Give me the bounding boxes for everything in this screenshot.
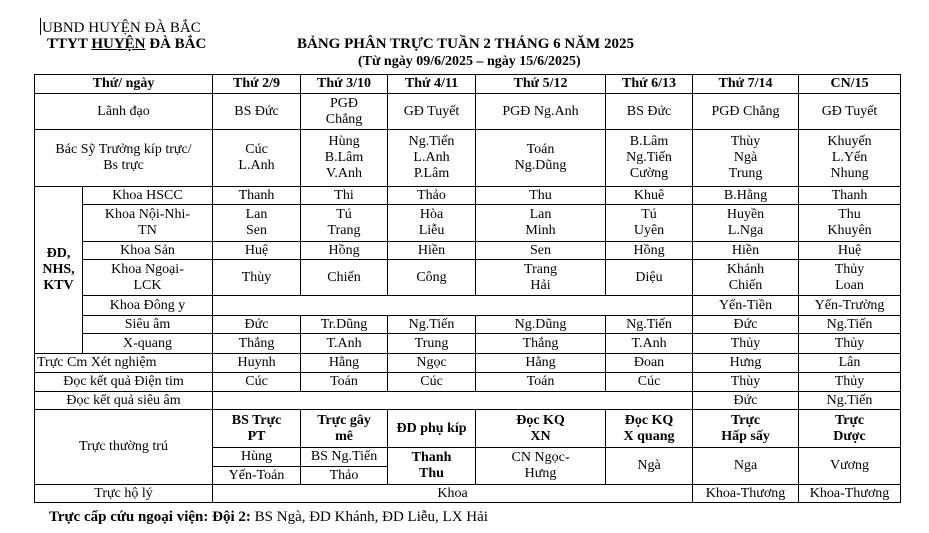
cell-line: X quang xyxy=(623,428,675,444)
table-cell: Cúc xyxy=(388,373,476,392)
duty-type-header xyxy=(213,410,301,448)
cell-line: mê xyxy=(335,428,353,444)
cell-line: Toán xyxy=(526,142,555,157)
cell-line: Liễu xyxy=(418,223,445,238)
cell-line: Trực xyxy=(730,412,761,428)
cell-line: PT xyxy=(247,428,266,444)
cell-line: Lan xyxy=(245,207,268,222)
cell-line: Cúc xyxy=(245,142,268,157)
cell-line: Bs trực xyxy=(103,158,144,173)
cell-line: Trang xyxy=(524,261,557,277)
cell-line: KTV xyxy=(43,278,74,293)
cell-line: Đọc KQ xyxy=(624,412,674,428)
cell-line: Khuyến xyxy=(827,134,872,149)
cell-line: Loan xyxy=(835,277,864,293)
row-lanh-dao xyxy=(35,94,901,130)
table-cell: Khoa xyxy=(213,485,693,503)
cell-line: Khánh xyxy=(726,261,765,277)
table-cell: BS Đức xyxy=(213,94,301,130)
row-label: Siêu âm xyxy=(83,316,213,334)
table-cell xyxy=(213,296,693,316)
table-cell: Khoa-Thương xyxy=(693,485,799,503)
org-line-1: UBND HUYỆN ĐÀ BẮC xyxy=(42,20,201,36)
table-cell xyxy=(693,130,799,187)
table-cell: BS Đức xyxy=(606,94,693,130)
cell-line: Hòa xyxy=(419,207,444,222)
day-header: Thứ 7/14 xyxy=(693,75,799,94)
cell-line: ĐD, xyxy=(46,246,71,261)
footer-emergency-team: Trực cấp cứu ngoại viện: Đội 2: BS Ngà, ĐD Khánh, ĐD Liễu, LX Hải xyxy=(49,509,488,525)
cell-line: Thủy xyxy=(834,261,865,277)
row-label: Trực Cm Xét nghiệm xyxy=(35,354,213,373)
cell-line: Ng.Tiến xyxy=(408,134,455,149)
table-cell: T.Anh xyxy=(301,334,388,354)
row-khoa xyxy=(35,296,901,316)
table-cell: Thảo xyxy=(388,187,476,205)
cell-line: PGĐ xyxy=(330,95,359,111)
cell-line: Hưng xyxy=(524,466,557,481)
document-subtitle: (Từ ngày 09/6/2025 – ngày 15/6/2025) xyxy=(358,54,581,69)
row-khoa xyxy=(35,334,901,354)
header-row xyxy=(35,75,901,94)
table-cell xyxy=(388,448,476,485)
cell-line: Thùy xyxy=(730,134,761,149)
table-cell xyxy=(213,130,301,187)
table-cell: Thu xyxy=(476,187,606,205)
table-cell xyxy=(799,205,901,242)
table-cell: Hiền xyxy=(388,242,476,260)
row-khoa xyxy=(35,260,901,296)
table-cell: Ngọc xyxy=(388,354,476,373)
table-cell xyxy=(301,130,388,187)
row-label: Lãnh đạo xyxy=(35,94,213,130)
table-cell: Yến-Tiền xyxy=(693,296,799,316)
table-cell: Toán xyxy=(301,373,388,392)
row-khoa xyxy=(35,316,901,334)
cell-line: Khoa Nội-Nhi- xyxy=(104,207,191,222)
row-doc_sieu_am xyxy=(35,392,901,410)
table-cell: Thùy xyxy=(213,260,301,296)
table-cell: Huynh xyxy=(213,354,301,373)
group-label xyxy=(35,187,83,354)
row-label: Trực hộ lý xyxy=(35,485,213,503)
row-truc-ho-ly xyxy=(35,485,901,503)
table-cell xyxy=(476,205,606,242)
cell-line: P.Lâm xyxy=(413,166,450,181)
cell-line: B.Lâm xyxy=(324,150,364,165)
duty-type-header xyxy=(799,410,901,448)
cell-line: B.Lâm xyxy=(629,134,669,149)
table-cell: Yến-Trường xyxy=(799,296,901,316)
cell-line: Hấp sấy xyxy=(721,428,770,444)
cell-line: Lan xyxy=(529,207,552,222)
cell-line: L.Yến xyxy=(831,150,868,165)
table-cell: Đoan xyxy=(606,354,693,373)
table-cell: Thủy xyxy=(693,334,799,354)
row-label: Khoa Đông y xyxy=(83,296,213,316)
table-cell xyxy=(476,130,606,187)
table-cell: Khoa-Thương xyxy=(799,485,901,503)
table-cell: Thảo xyxy=(301,467,388,485)
table-cell: Thùy xyxy=(693,373,799,392)
cell-line: L.Nga xyxy=(727,223,764,238)
table-cell: Khuê xyxy=(606,187,693,205)
table-cell xyxy=(301,94,388,130)
table-cell: Ng.Tiến xyxy=(799,316,901,334)
table-cell: Ng.Tiến xyxy=(606,316,693,334)
table-cell: Toán xyxy=(476,373,606,392)
duty-type-header xyxy=(301,410,388,448)
cell-line: BS Trực xyxy=(231,412,282,428)
cell-line: Tú xyxy=(336,207,352,222)
text-cursor xyxy=(40,18,41,35)
cell-line: Huyền xyxy=(726,207,765,222)
table-cell xyxy=(606,205,693,242)
table-cell xyxy=(476,260,606,296)
table-cell: Đức xyxy=(693,316,799,334)
row-label xyxy=(83,205,213,242)
table-cell: Hằng xyxy=(301,354,388,373)
cell-line: Bác Sỹ Trưởng kíp trực/ xyxy=(55,142,192,157)
cell-line: CN Ngọc- xyxy=(511,450,570,465)
row-label: X-quang xyxy=(83,334,213,354)
cell-line: Chiến xyxy=(728,277,763,293)
cell-line: Minh xyxy=(525,223,556,238)
cell-line: Dược xyxy=(833,428,866,444)
cell-line: Sen xyxy=(246,223,268,238)
table-cell: Thi xyxy=(301,187,388,205)
row-bac-si xyxy=(35,130,901,187)
table-cell: Cúc xyxy=(213,373,301,392)
table-cell: Thanh xyxy=(799,187,901,205)
row-doc_dien_tim xyxy=(35,373,901,392)
cell-line: Chẳng xyxy=(325,111,363,127)
cell-line: Cường xyxy=(629,166,669,181)
duty-type-header xyxy=(476,410,606,448)
table-cell: GĐ Tuyết xyxy=(799,94,901,130)
row-label: Khoa HSCC xyxy=(83,187,213,205)
cell-line: Ngà xyxy=(733,150,758,165)
table-cell xyxy=(301,205,388,242)
table-cell: Ng.Dũng xyxy=(476,316,606,334)
document-title: BẢNG PHÂN TRỰC TUẦN 2 THÁNG 6 NĂM 2025 xyxy=(297,36,634,52)
row-khoa xyxy=(35,242,901,260)
row-label: Đọc kết quả Điện tim xyxy=(35,373,213,392)
table-cell: Đức xyxy=(693,392,799,410)
cell-line: V.Anh xyxy=(326,166,362,181)
table-cell: Hồng xyxy=(606,242,693,260)
row-label: Đọc kết quả siêu âm xyxy=(35,392,213,410)
cell-line: Hùng xyxy=(328,134,360,149)
col-header-day: Thứ/ ngày xyxy=(35,75,213,94)
cell-line: Uyên xyxy=(633,223,665,238)
table-cell: T.Anh xyxy=(606,334,693,354)
table-cell: Vương xyxy=(799,448,901,485)
row-label xyxy=(83,260,213,296)
table-cell: Hưng xyxy=(693,354,799,373)
cell-line: Hải xyxy=(530,277,551,293)
table-cell: Trung xyxy=(388,334,476,354)
cell-line: Ng.Tiến xyxy=(626,150,672,165)
table-cell: Ngà xyxy=(606,448,693,485)
cell-line: L.Anh xyxy=(413,150,450,165)
cell-line: XN xyxy=(530,428,551,444)
table-cell: Đức xyxy=(213,316,301,334)
table-cell: Diệu xyxy=(606,260,693,296)
duty-type-header: ĐD phụ kíp xyxy=(388,410,476,448)
table-cell xyxy=(388,130,476,187)
table-cell: Huệ xyxy=(213,242,301,260)
table-cell: Chiến xyxy=(301,260,388,296)
table-cell xyxy=(693,260,799,296)
table-cell: Cúc xyxy=(606,373,693,392)
table-cell: Thủy xyxy=(799,373,901,392)
cell-line: Khuyên xyxy=(827,223,872,238)
cell-line: LCK xyxy=(133,277,162,293)
table-cell: PGĐ Ng.Anh xyxy=(476,94,606,130)
cell-line: Thu xyxy=(838,207,861,222)
row-khoa xyxy=(35,187,901,205)
row-truc_cm xyxy=(35,354,901,373)
row-truc-thuong-tru-header xyxy=(35,410,901,448)
cell-line: Nhung xyxy=(830,166,869,181)
cell-line: Thanh xyxy=(411,450,452,465)
table-cell: Hằng xyxy=(476,354,606,373)
day-header: Thứ 3/10 xyxy=(301,75,388,94)
table-cell: Hiền xyxy=(693,242,799,260)
table-cell: Thắng xyxy=(213,334,301,354)
table-cell: Thanh xyxy=(213,187,301,205)
row-label: Trực thường trú xyxy=(35,410,213,485)
table-cell: Huệ xyxy=(799,242,901,260)
table-cell: Yến-Toán xyxy=(213,467,301,485)
row-label xyxy=(35,130,213,187)
duty-type-header xyxy=(693,410,799,448)
cell-line: Trung xyxy=(728,166,763,181)
table-cell xyxy=(388,205,476,242)
table-cell xyxy=(799,130,901,187)
day-header: CN/15 xyxy=(799,75,901,94)
table-cell: Tr.Dũng xyxy=(301,316,388,334)
day-header: Thứ 6/13 xyxy=(606,75,693,94)
table-cell xyxy=(476,448,606,485)
cell-line: Thu xyxy=(419,466,444,481)
row-khoa xyxy=(35,205,901,242)
cell-line: Khoa Ngoại- xyxy=(111,261,184,277)
table-cell: BS Ng.Tiến xyxy=(301,448,388,467)
table-cell: Ng.Tiến xyxy=(799,392,901,410)
cell-line: Trang xyxy=(327,223,361,238)
cell-line: Tú xyxy=(641,207,657,222)
table-cell xyxy=(799,260,901,296)
table-cell: Công xyxy=(388,260,476,296)
cell-line: Đọc KQ xyxy=(516,412,565,428)
cell-line: L.Anh xyxy=(238,158,275,173)
day-header: Thứ 2/9 xyxy=(213,75,301,94)
duty-type-header xyxy=(606,410,693,448)
table-cell: Thắng xyxy=(476,334,606,354)
table-cell xyxy=(693,205,799,242)
table-cell: PGĐ Chẳng xyxy=(693,94,799,130)
table-cell: Thủy xyxy=(799,334,901,354)
table-cell: Hồng xyxy=(301,242,388,260)
table-cell xyxy=(213,392,693,410)
cell-line: NHS, xyxy=(42,262,75,277)
table-cell: Sen xyxy=(476,242,606,260)
cell-line: Trực xyxy=(834,412,865,428)
org-line-2: TTYT HUYỆN ĐÀ BẮC xyxy=(47,36,207,52)
table-cell: Hùng xyxy=(213,448,301,467)
table-cell: GĐ Tuyết xyxy=(388,94,476,130)
table-cell: B.Hằng xyxy=(693,187,799,205)
row-label: Khoa Sản xyxy=(83,242,213,260)
day-header: Thứ 4/11 xyxy=(388,75,476,94)
table-cell: Nga xyxy=(693,448,799,485)
duty-roster-table xyxy=(34,74,901,503)
table-cell: Ng.Tiến xyxy=(388,316,476,334)
cell-line: Trực gây xyxy=(317,412,371,428)
table-cell xyxy=(606,130,693,187)
cell-line: TN xyxy=(138,223,157,238)
table-cell: Lân xyxy=(799,354,901,373)
cell-line: Ng.Dũng xyxy=(514,158,567,173)
table-cell xyxy=(213,205,301,242)
day-header: Thứ 5/12 xyxy=(476,75,606,94)
